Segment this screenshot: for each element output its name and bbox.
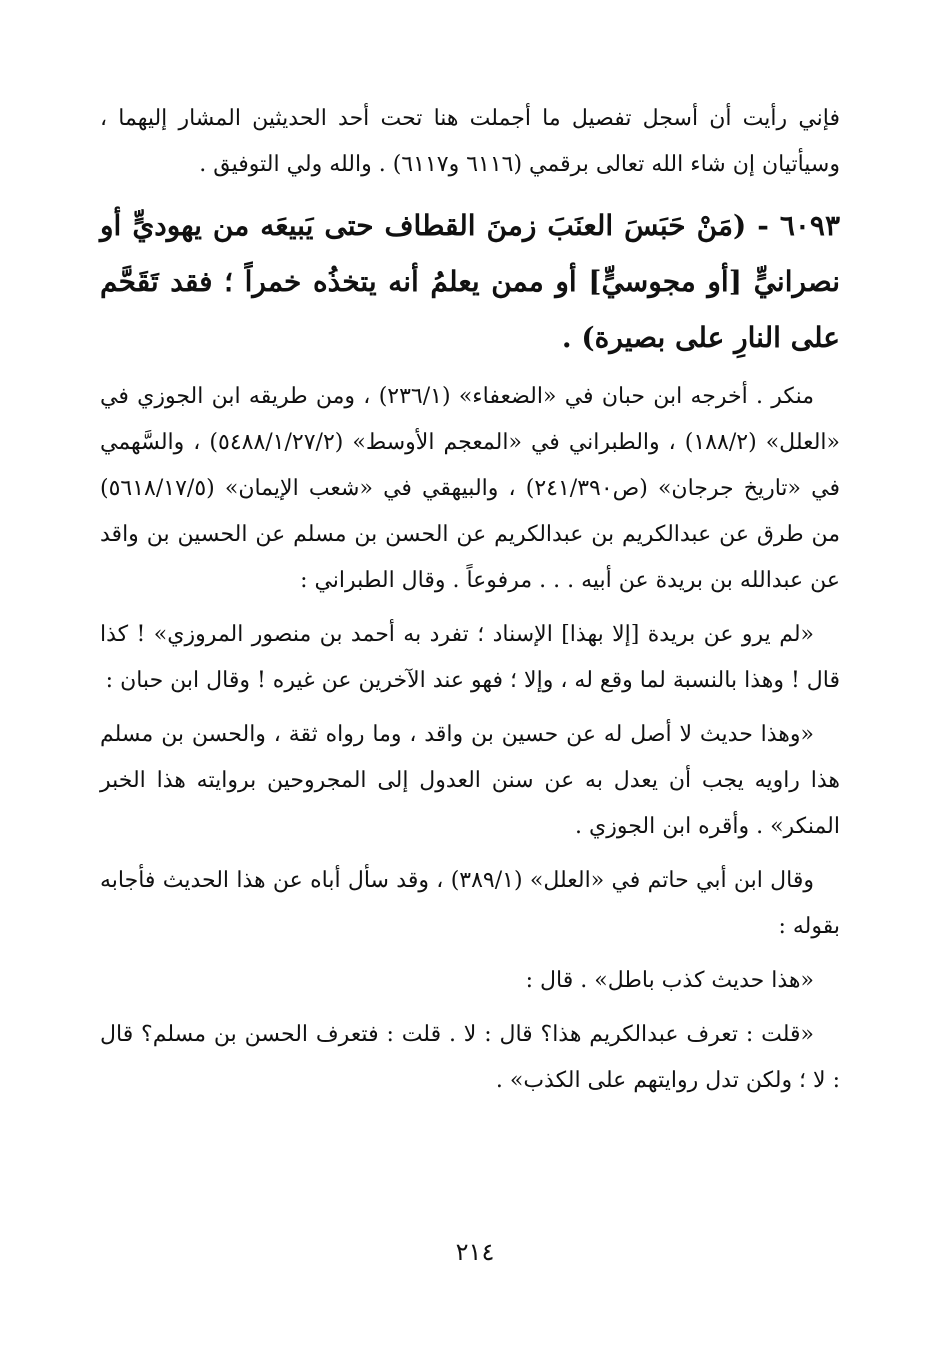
hadith-6093-text: ٦٠٩٣ - (مَنْ حَبَسَ العنَبَ زمنَ القطاف حتى يَبيعَه من يهوديٍّ أو نصرانيٍّ [أو مجوسيٍّ] أو ممن يعلمُ أنه يتخذُه خمراً ؛ فقد تَقَحَّم على النارِ على بصيرة) . (100, 209, 840, 354)
ibn-hibban-quote-paragraph: «وهذا حديث لا أصل له عن حسين بن واقد ، وما رواه ثقة ، والحسن بن مسلم هذا راويه يجب أن يعدل به عن سنن العدول إلى المجروحين بروايته هذا الخبر المنكر» . وأقره ابن الجوزي . (100, 722, 840, 839)
page-body (100, 96, 840, 1112)
batil-quote-paragraph: «هذا حديث كذب باطل» . قال : (525, 968, 814, 993)
page-number: ٢١٤ (455, 1238, 495, 1266)
tabarani-quote-paragraph: «لم يرو عن بريدة [إلا بهذا] الإسناد ؛ تفرد به أحمد بن منصور المروزي» ! كذا قال ! وهذا بالنسبة لما وقع له ، وإلا ؛ فهو عند الآخرين عن غيره ! وقال ابن حبان : (100, 622, 840, 693)
final-quote-paragraph: «قلت : تعرف عبدالكريم هذا؟ قال : لا . قلت : فتعرف الحسن بن مسلم؟ قال : لا ؛ ولكن تدل روايتهم على الكذب» . (100, 1022, 840, 1093)
intro-paragraph: فإني رأيت أن أسجل تفصيل ما أجملت هنا تحت أحد الحديثين المشار إليهما ، وسيأتيان إن شاء الله تعالى برقمي (٦١١٦ و٦١١٧) . والله ولي التوفيق . (100, 106, 841, 177)
takhrij-paragraph: منكر . أخرجه ابن حبان في «الضعفاء» (٢٣٦/١) ، ومن طريقه ابن الجوزي في «العلل» (١٨٨/٢) ، والطبراني في «المعجم الأوسط» (٥٤٨٨/١/٢٧/٢) ، والسَّهمي في «تاريخ جرجان» (ص٢٤١/٣٩٠) ، والبيهقي في «شعب الإيمان» (٥٦١٨/١٧/٥) من طرق عن عبدالكريم بن عبدالكريم عن الحسن بن مسلم عن الحسين بن واقد عن عبدالله بن بريدة عن أبيه . . . مرفوعاً . وقال الطبراني : (100, 384, 840, 593)
ibn-abi-hatim-paragraph: وقال ابن أبي حاتم في «العلل» (٣٨٩/١) ، وقد سأل أباه عن هذا الحديث فأجابه بقوله : (100, 868, 840, 939)
